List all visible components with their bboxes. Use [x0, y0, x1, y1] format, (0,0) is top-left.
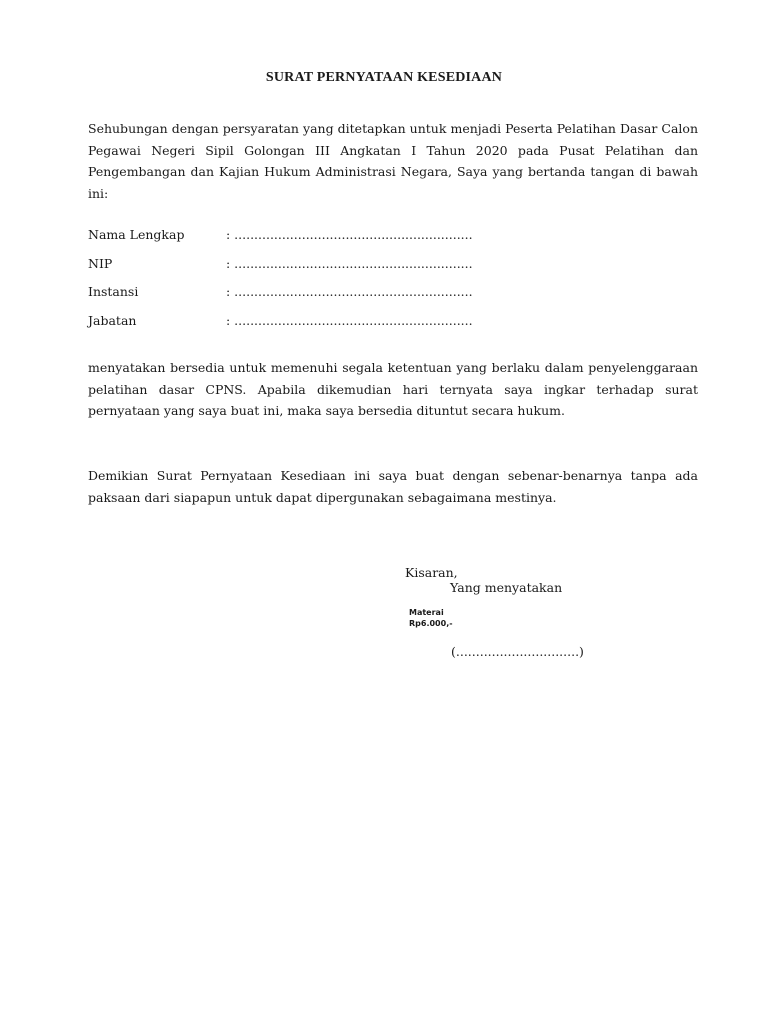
- intro-paragraph: Sehubungan dengan persyaratan yang ditetapkan untuk menjadi Peserta Pelatihan Dasar Calon Pegawai Negeri Sipil Golongan III Angkatan I Tahun 2020 pada Pusat Pelatihan dan Pengembangan dan Kajian Hukum Administrasi Negara, Saya yang bertanda tangan di bawah ini:: [88, 121, 698, 201]
- signature-role: Yang menyatakan: [450, 580, 563, 595]
- field-row-instansi: [88, 282, 588, 311]
- field-row-jabatan: [88, 311, 588, 340]
- stamp-label: Materai: [409, 608, 444, 617]
- field-value-blank: : ............................................................: [226, 284, 473, 299]
- field-row-nama-lengkap: [88, 225, 588, 254]
- field-label: Instansi: [88, 284, 139, 299]
- signature-name-line: (...............................): [451, 644, 584, 659]
- materai-stamp-note: [409, 607, 453, 629]
- field-value-blank: : ............................................................: [226, 255, 473, 271]
- field-label: NIP: [88, 255, 113, 271]
- closing-paragraph: Demikian Surat Pernyataan Kesediaan ini saya buat dengan sebenar-benarnya tanpa ada paksaan dari siapapun untuk dapat dipergunakan sebagaimana mestinya.: [88, 468, 698, 505]
- document-title: SURAT PERNYATAAN KESEDIAAN: [265, 70, 503, 85]
- identity-fields: [88, 225, 588, 339]
- field-value-blank: : ............................................................: [226, 227, 473, 242]
- statement-paragraph: menyatakan bersedia untuk memenuhi segala ketentuan yang berlaku dalam penyelenggaraan pelatihan dasar CPNS. Apabila dikemudian hari ternyata saya ingkar terhadap surat pernyataan yang saya buat ini, maka saya bersedia dituntut secara hukum.: [88, 360, 698, 418]
- field-label: Nama Lengkap: [88, 227, 185, 242]
- field-value-blank: : ............................................................: [226, 312, 473, 328]
- signature-place: Kisaran,: [405, 565, 458, 580]
- field-label: Jabatan: [88, 312, 137, 328]
- field-row-nip: [88, 254, 588, 283]
- stamp-amount: Rp6.000,-: [409, 619, 453, 628]
